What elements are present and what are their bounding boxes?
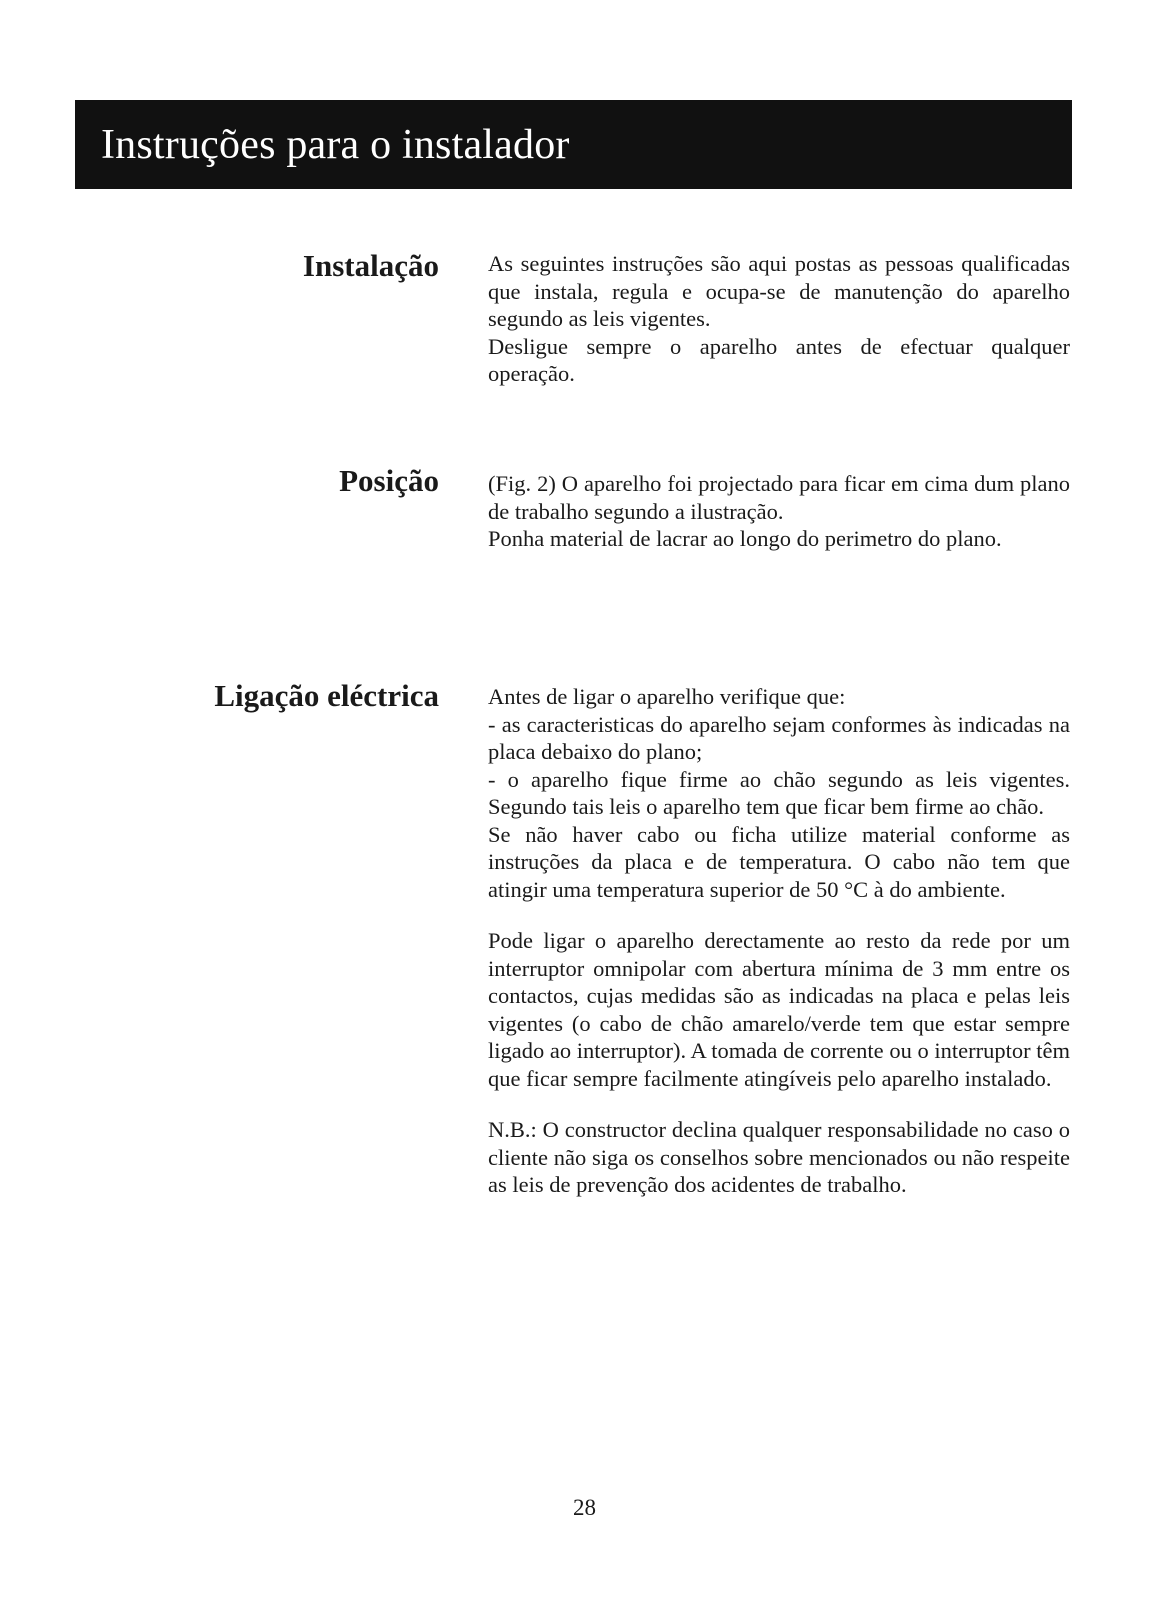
- paragraph: (Fig. 2) O aparelho foi projectado para ficar em cima dum plano de trabalho segundo a ilustração.: [488, 471, 1070, 524]
- paragraph: Desligue sempre o aparelho antes de efectuar qualquer operação.: [488, 333, 1070, 386]
- section-heading-instalacao: Instalação: [302, 248, 439, 283]
- section-heading-ligacao-electrica: Ligação eléctrica: [214, 678, 439, 713]
- section-body-instalacao: [488, 250, 1070, 388]
- paragraph: - as caracteristicas do aparelho sejam conformes às indicadas na placa debaixo do plano;: [488, 711, 1070, 764]
- section-body-posicao: [488, 470, 1070, 553]
- section-body-ligacao-electrica: [488, 683, 1070, 1199]
- paragraph: Ponha material de lacrar ao longo do perimetro do plano.: [488, 526, 1002, 551]
- paragraph: Se não haver cabo ou ficha utilize material conforme as instruções da placa e de temperatura. O cabo não tem que atingir uma temperatura superior de 50 °C à do ambiente.: [488, 821, 1070, 902]
- paragraph: N.B.: O constructor declina qualquer responsabilidade no caso o cliente não siga os conselhos sobre mencionados ou não respeite as leis de prevenção dos acidentes de trabalho.: [488, 1117, 1070, 1197]
- paragraph: Antes de ligar o aparelho verifique que:: [488, 684, 846, 709]
- paragraph: Pode ligar o aparelho derectamente ao resto da rede por um interruptor omnipolar com abertura mínima de 3 mm entre os contactos, cujas medidas são as indicadas na placa e pelas leis vigentes (o cabo de chão amarelo/verde tem que estar sempre ligado ao interruptor). A tomada de corrente ou o interruptor têm que ficar sempre facilmente atingíveis pelo aparelho instalado.: [488, 928, 1070, 1091]
- paragraph: As seguintes instruções são aqui postas as pessoas qualificadas que instala, regula e ocupa-se de manutenção do aparelho segundo as leis vigentes.: [488, 251, 1070, 331]
- paragraph: - o aparelho fique firme ao chão segundo as leis vigentes. Segundo tais leis o aparelho tem que ficar bem firme ao chão.: [488, 766, 1070, 819]
- page-title: Instruções para o instalador: [101, 121, 570, 168]
- section-heading-posicao: Posição: [339, 463, 439, 498]
- page-title-bar: [75, 100, 1072, 189]
- page-number: 28: [573, 1495, 596, 1520]
